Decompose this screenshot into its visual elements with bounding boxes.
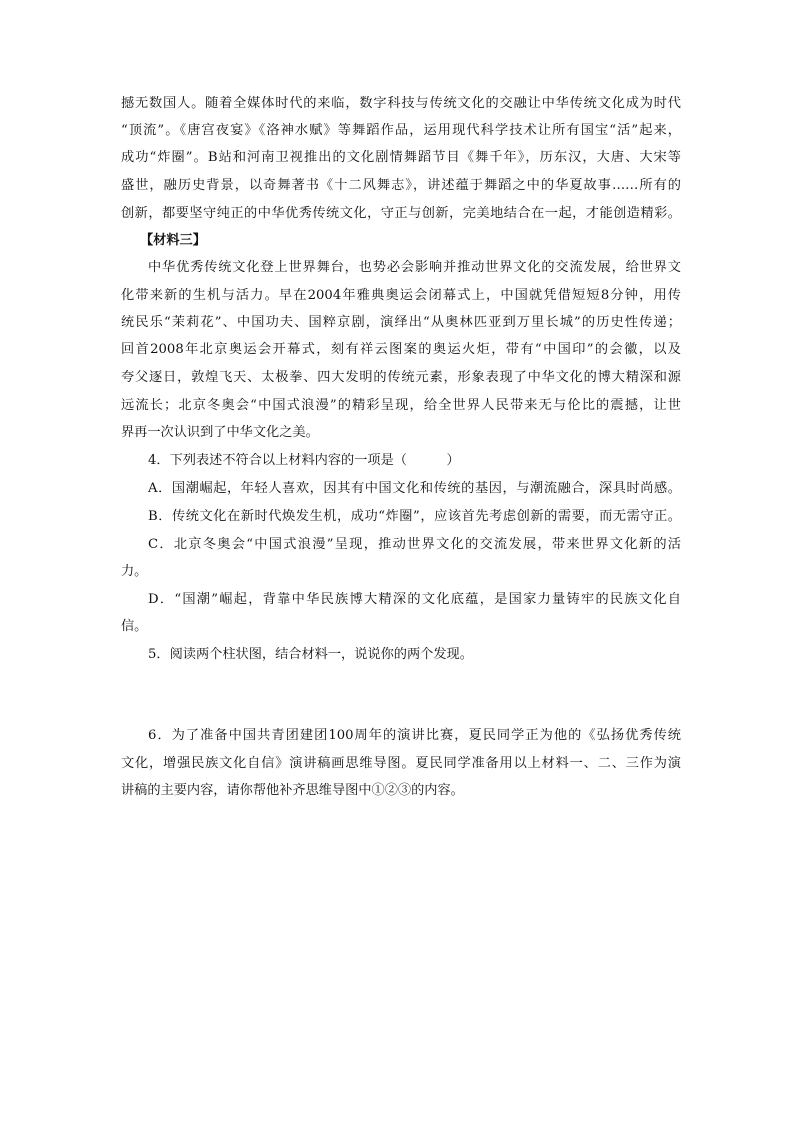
question-6-line: 6．为了准备中国共青团建团100周年的演讲比赛，夏民同学正为他的《弘扬优秀传统 (148, 728, 681, 743)
material-three-line: 化带来新的生机与活力。早在2004年雅典奥运会闭幕式上，中国就凭借短短8分钟，用传 (121, 288, 681, 303)
material-three-heading: 【材料三】 (140, 233, 206, 248)
question-4-option-b: B．传统文化在新时代焕发生机，成功“炸圈”，应该首先考虑创新的需要，而无需守正。 (148, 509, 681, 524)
material-three-line: 中华优秀传统文化登上世界舞台，也势必会影响并推动世界文化的交流发展，给世界文 (148, 260, 681, 275)
question-4-option-d-cont: 信。 (121, 619, 148, 634)
question-4-option-a: A．国潮崛起，年轻人喜欢，因其有中国文化和传统的基因，与潮流融合，深具时尚感。 (148, 481, 681, 496)
material-three-line: 界再一次认识到了中华文化之美。 (121, 425, 319, 440)
question-4-option-c-cont: 力。 (121, 564, 148, 579)
question-6-line: 文化，增强民族文化自信》演讲稿画思维导图。夏民同学准备用以上材料一、二、三作为演 (121, 756, 681, 771)
material-two-line: 成功“炸圈”。B站和河南卫视推出的文化剧情舞蹈节目《舞千年》，历东汉，大唐、大宋等 (121, 150, 681, 165)
question-4-option-c: C．北京冬奥会“中国式浪漫”呈现，推动世界文化的交流发展，带来世界文化新的活 (148, 537, 681, 552)
material-three-line: 统民乐“茉莉花”、中国功夫、国粹京剧，演绎出“从奥林匹亚到万里长城”的历史性传递； (121, 315, 681, 330)
material-three-line: 夸父逐日，敦煌飞天、太极拳、四大发明的传统元素，形象表现了中华文化的博大精深和源 (121, 370, 681, 385)
material-three-line: 远流长；北京冬奥会“中国式浪漫”的精彩呈现，给全世界人民带来无与伦比的震撼，让世 (121, 398, 681, 413)
question-4-option-d: D．“国潮”崛起，背靠中华民族博大精深的文化底蕴，是国家力量铸牢的民族文化自 (148, 592, 681, 607)
material-three-line: 回首2008年北京奥运会开幕式，刻有祥云图案的奥运火炬，带有“中国印”的会徽，以及 (121, 342, 681, 357)
material-two-line: 盛世，融历史背景，以奇舞著书《十二风舞志》，讲述蕴于舞蹈之中的华夏故事……所有的 (121, 178, 681, 193)
material-two-line: 撼无数国人。随着全媒体时代的来临，数字科技与传统文化的交融让中华传统文化成为时代 (121, 96, 681, 111)
question-6-line: 讲稿的主要内容，请你帮他补齐思维导图中①②③的内容。 (121, 783, 464, 798)
material-two-line: “顶流”。《唐宫夜宴》《洛神水赋》等舞蹈作品，运用现代科学技术让所有国宝“活”起来， (121, 123, 681, 138)
question-5-stem: 5．阅读两个柱状图，结合材料一，说说你的两个发现。 (148, 647, 473, 662)
question-4-stem: 4．下列表述不符合以上材料内容的一项是（ ） (148, 453, 460, 468)
material-two-line: 创新，都要坚守纯正的中华优秀传统文化，守正与创新，完美地结合在一起，才能创造精彩。 (121, 206, 681, 221)
